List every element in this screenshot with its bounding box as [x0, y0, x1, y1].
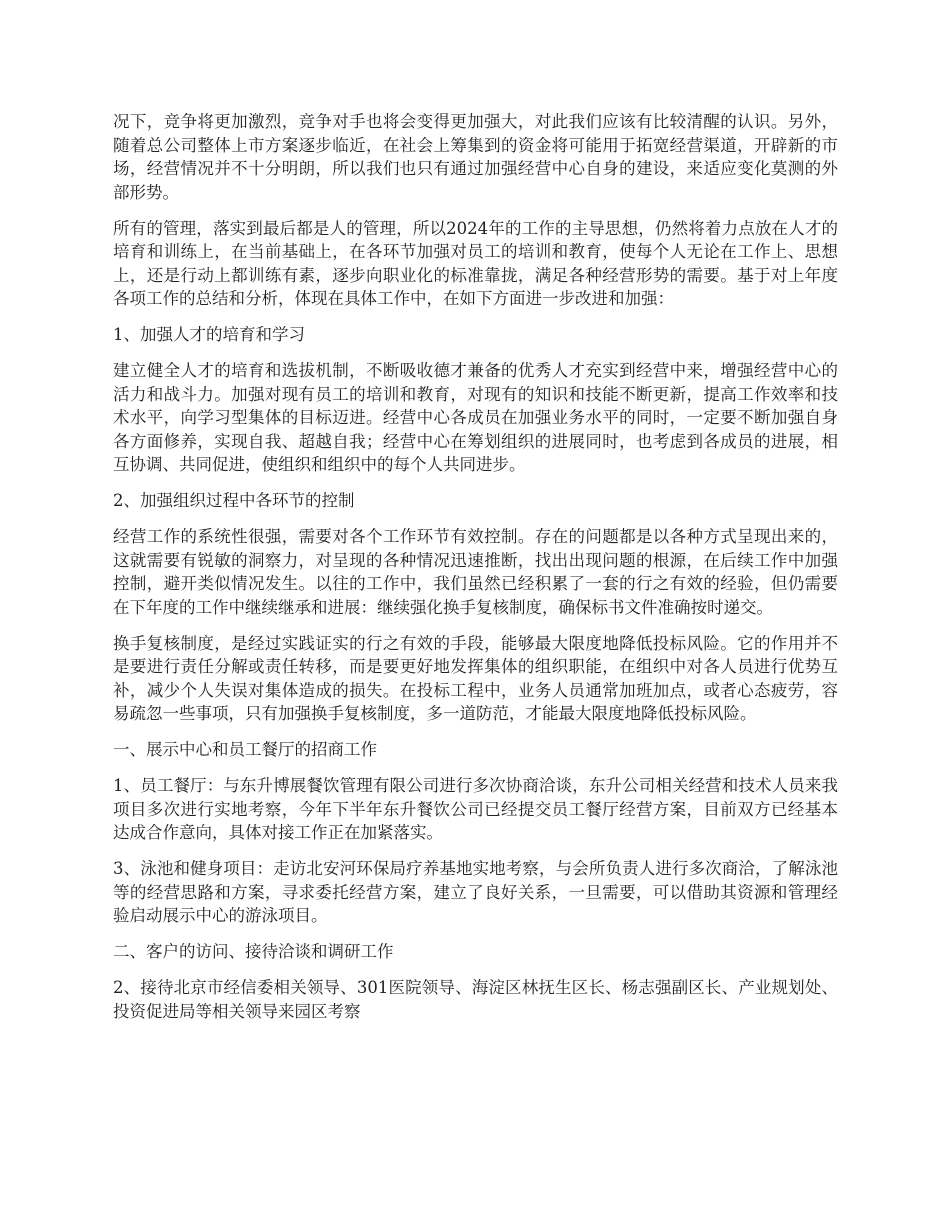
heading-client-visits: 二、客户的访问、接待洽谈和调研工作 — [113, 942, 394, 961]
paragraph-competition-outlook: 况下，竞争将更加激烈，竞争对手也将会变得更加强大，对此我们应该有比较清醒的认识。另外，随着总公司整体上市方案逐步临近，在社会上筹集到的资金将可能用于拓宽经营渠道，开辟新的市场，经营情况并不十分明朗，所以我们也只有通过加强经营中心自身的建设，来适应变化莫测的外部形势。 — [113, 112, 838, 202]
paragraph-staff-canteen: 1、员工餐厅：与东升博展餐饮管理有限公司进行多次协商洽谈，东升公司相关经营和技术人员来我项目多次进行实地考察，今年下半年东升餐饮公司已经提交员工餐厅经营方案，目前双方已经基本达成合作意向，具体对接工作正在加紧落实。 — [113, 776, 838, 842]
heading-process-control: 2、加强组织过程中各环节的控制 — [113, 491, 355, 510]
paragraph-management-philosophy: 所有的管理，落实到最后都是人的管理，所以2024年的工作的主导思想，仍然将着力点放在人才的培育和训练上，在当前基础上，在各环节加强对员工的培训和教育，使每个人无论在工作上、思想上，还是行动上都训练有素，逐步向职业化的标准靠拢，满足各种经营形势的需要。基于对上年度各项工作的总结和分析，体现在具体工作中，在如下方面进一步改进和加强： — [113, 218, 838, 308]
document-body — [113, 110, 838, 1036]
paragraph-talent-training: 建立健全人才的培育和选拔机制，不断吸收德才兼备的优秀人才充实到经营中来，增强经营中心的活力和战斗力。加强对现有员工的培训和教育，对现有的知识和技能不断更新，提高工作效率和技术水平，向学习型集体的目标迈进。经营中心各成员在加强业务水平的同时，一定要不断加强自身各方面修养，实现自我、超越自我；经营中心在筹划组织的进展同时，也考虑到各成员的进展，相互协调、共同促进，使组织和组织中的每个人共同进步。 — [113, 361, 838, 474]
heading-investment-attraction: 一、展示中心和员工餐厅的招商工作 — [113, 740, 377, 759]
heading-talent-training: 1、加强人才的培育和学习 — [113, 325, 305, 344]
paragraph-review-system: 换手复核制度，是经过实践证实的行之有效的手段，能够最大限度地降低投标风险。它的作用并不是要进行责任分解或责任转移，而是要更好地发挥集体的组织职能，在组织中对各人员进行优势互补，减少个人失误对集体造成的损失。在投标工程中，业务人员通常加班加点，或者心态疲劳，容易疏忽一些事项，只有加强换手复核制度，多一道防范，才能最大限度地降低投标风险。 — [113, 633, 838, 723]
paragraph-pool-fitness: 3、泳池和健身项目：走访北安河环保局疗养基地实地考察，与会所负责人进行多次商洽，了解泳池等的经营思路和方案，寻求委托经营方案，建立了良好关系，一旦需要，可以借助其资源和管理经验启动展示中心的游泳项目。 — [113, 859, 838, 925]
paragraph-process-control: 经营工作的系统性很强，需要对各个工作环节有效控制。存在的问题都是以各种方式呈现出来的，这就需要有锐敏的洞察力，对呈现的各种情况迅速推断，找出出现问题的根源，在后续工作中加强控制，避开类似情况发生。以往的工作中，我们虽然已经积累了一套的行之有效的经验，但仍需要在下年度的工作中继续继承和进展：继续强化换手复核制度，确保标书文件准确按时递交。 — [113, 527, 838, 617]
paragraph-reception: 2、接待北京市经信委相关领导、301医院领导、海淀区林抚生区长、杨志强副区长、产业规划处、投资促进局等相关领导来园区考察 — [113, 978, 838, 1021]
